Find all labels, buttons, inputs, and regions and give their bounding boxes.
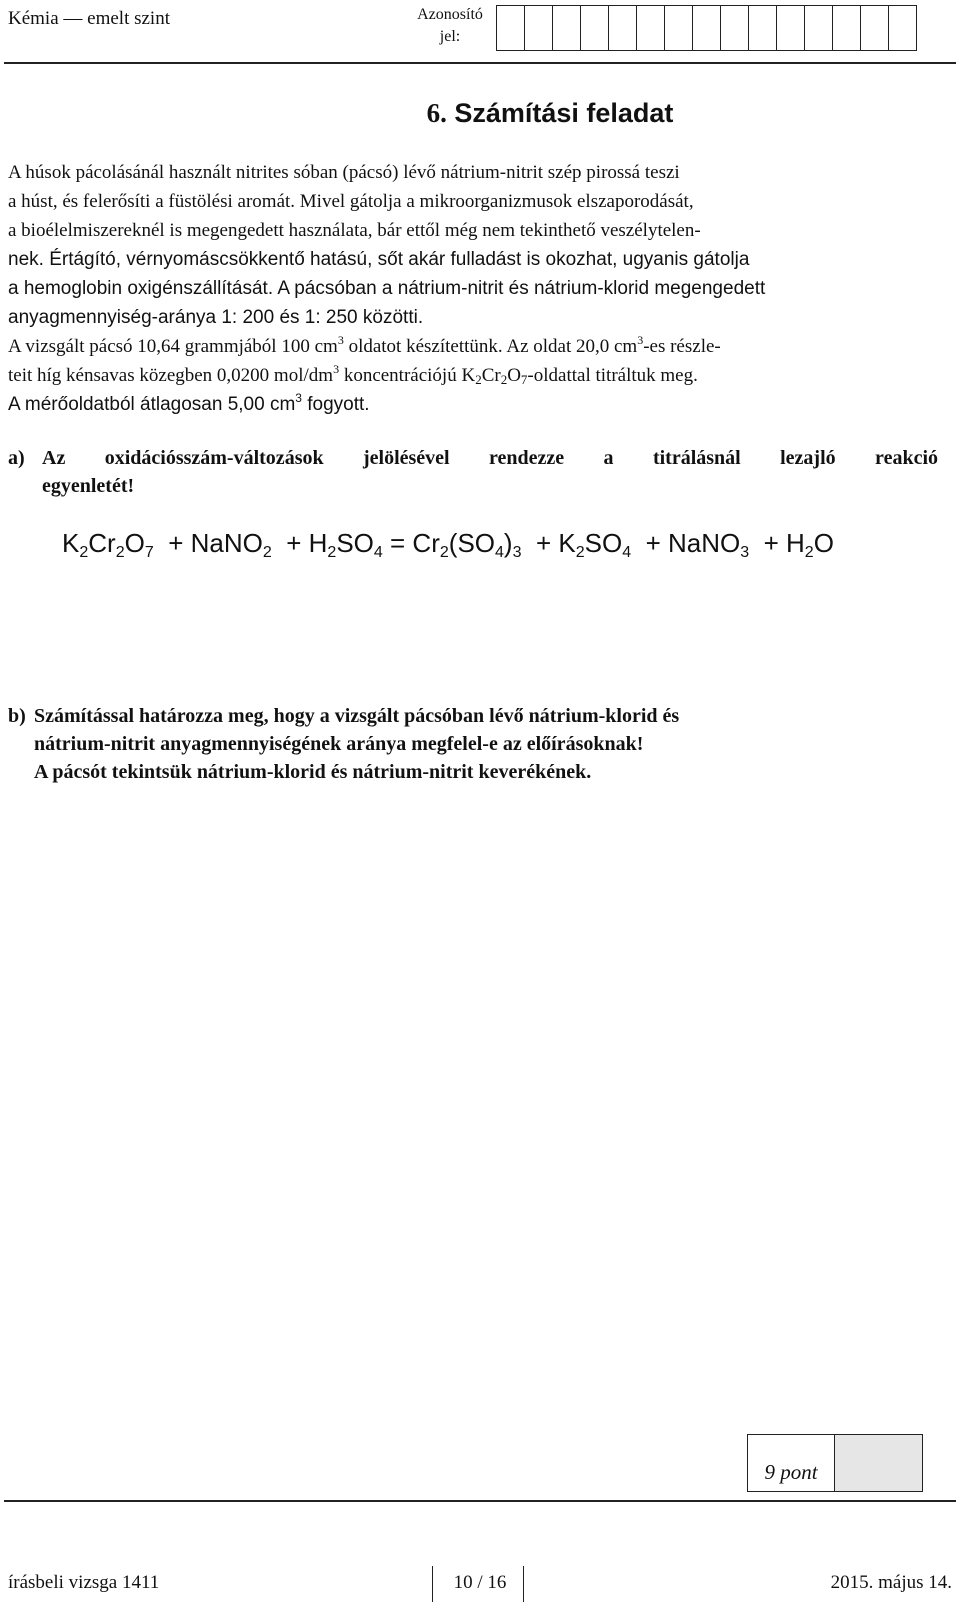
text-line: A vizsgált pácsó 10,64 grammjából 100 $cm^3$ oldatot készítettünk. Az oldat 20,0 $cm^3-es$ részle- (8, 333, 721, 357)
id-box (580, 5, 609, 51)
id-box (748, 5, 777, 51)
id-box (832, 5, 861, 51)
question-label: b) (8, 705, 26, 727)
id-box (804, 5, 833, 51)
id-box (608, 5, 637, 51)
text-line: a hemoglobin oxigénszállítását. A pácsóban a nátrium-nitrit és nátrium-klorid megengedett (8, 278, 766, 299)
page-title (0, 98, 960, 129)
reaction-equation: $K_2Cr_2O_7$ + NaNO$_2$ + $H_2SO_4 = Cr_2(SO_4)_3 + K_2SO_4$ + NaNO$_3$ + $H_2O$ (62, 528, 834, 561)
text-line: a húst, és felerősíti a füstölési aromát. Mivel gátolja a mikroorganizmusok elszaporodását, (8, 191, 694, 212)
id-box (636, 5, 665, 51)
id-box (524, 5, 553, 51)
title-number: 6. (426, 98, 447, 128)
id-box (720, 5, 749, 51)
text-line: a bioélelmiszereknél is megengedett használata, bár ettől még nem tekinthető veszélytelen- (8, 220, 701, 241)
question-text: Számítással határozza meg, hogy a vizsgált pácsóban lévő nátrium-klorid és (34, 705, 680, 727)
problem-text (8, 158, 940, 419)
question-text: nátrium-nitrit anyagmennyiségének aránya megfelel-e az előírásoknak! (34, 733, 644, 755)
score-label: 9 pont (747, 1434, 835, 1492)
id-box (860, 5, 889, 51)
page-number: 10 / 16 (453, 1572, 507, 1593)
id-box (664, 5, 693, 51)
id-box (888, 5, 917, 51)
question-a (8, 444, 938, 500)
question-text: egyenletét! (42, 475, 135, 497)
title-text: Számítási feladat (454, 98, 674, 128)
footer-exam: írásbeli vizsga 1411 (8, 1572, 160, 1593)
text-line: nek. Értágító, vérnyomáscsökkentő hatású, sőt akár fulladást is okozhat, ugyanis gátolja (8, 249, 750, 270)
id-label: Azonosító jel: (417, 6, 483, 45)
text-line: teit híg kénsavas közegben 0,0200 mol/$dm^3$ koncentrációjú $K_2Cr_2O_7$-oldattal titráltuk meg. (8, 362, 698, 387)
question-text: A pácsót tekintsük nátrium-klorid és nátrium-nitrit keverékének. (34, 761, 592, 783)
id-boxes (497, 5, 917, 51)
score-box (747, 1434, 923, 1492)
score-entry-field[interactable] (834, 1434, 923, 1492)
footer-divider (4, 1500, 956, 1502)
header-subject: Kémia — emelt szint (8, 8, 170, 29)
question-label: a) (8, 447, 25, 469)
question-b (8, 702, 908, 786)
question-text: Az oxidációsszám-változások jelölésével rendezze a titrálásnál lezajló reakció (42, 447, 938, 469)
text-line: A mérőoldatból átlagosan 5,00 $cm^3$ fogyott. (8, 391, 370, 415)
id-box (552, 5, 581, 51)
id-box (496, 5, 525, 51)
id-box (692, 5, 721, 51)
text-line: A húsok pácolásánál használt nitrites sóban (pácsó) lévő nátrium-nitrit szép pirossá teszi (8, 162, 680, 183)
header-divider (4, 62, 956, 64)
text-line: anyagmennyiség-aránya 1: 200 és 1: 250 közötti. (8, 307, 424, 328)
id-box (776, 5, 805, 51)
footer-date: 2015. május 14. (830, 1572, 952, 1593)
